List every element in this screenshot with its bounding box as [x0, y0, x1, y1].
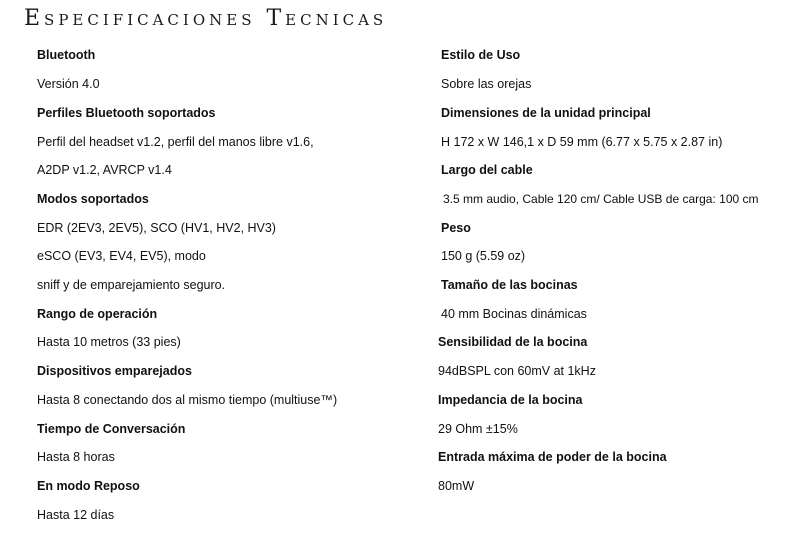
spec-value: H 172 x W 146,1 x D 59 mm (6.77 x 5.75 x 2.87 in) [441, 135, 723, 149]
spec-value: Sobre las orejas [441, 77, 532, 91]
spec-heading: Estilo de Uso [441, 48, 521, 62]
spec-value: 3.5 mm audio, Cable 120 cm/ Cable USB de carga: 100 cm [443, 192, 759, 206]
spec-heading: Sensibilidad de la bocina [438, 335, 588, 349]
spec-heading: Rango de operación [37, 307, 158, 321]
spec-value: Perfil del headset v1.2, perfil del manos libre v1.6, [37, 135, 314, 149]
spec-value: Versión 4.0 [37, 77, 100, 91]
spec-value: Hasta 8 conectando dos al mismo tiempo (multiuse™) [37, 393, 338, 407]
spec-heading: Modos soportados [37, 192, 149, 206]
spec-heading: Peso [441, 221, 471, 235]
spec-heading: Dispositivos emparejados [37, 364, 192, 378]
spec-heading: Entrada máxima de poder de la bocina [438, 450, 667, 464]
spec-heading: Tamaño de las bocinas [441, 278, 578, 292]
page-title: Especificaciones Tecnicas [24, 6, 388, 31]
spec-heading: Tiempo de Conversación [37, 422, 186, 436]
spec-heading: Dimensiones de la unidad principal [441, 106, 651, 120]
spec-value: 150 g (5.59 oz) [441, 249, 526, 263]
spec-value: sniff y de emparejamiento seguro. [37, 278, 226, 292]
spec-value: EDR (2EV3, 2EV5), SCO (HV1, HV2, HV3) [37, 221, 276, 235]
spec-heading: Perfiles Bluetooth soportados [37, 106, 216, 120]
spec-value: Hasta 10 metros (33 pies) [37, 335, 181, 349]
spec-value: A2DP v1.2, AVRCP v1.4 [37, 163, 172, 177]
spec-heading: En modo Reposo [37, 479, 140, 493]
spec-value: Hasta 8 horas [37, 450, 115, 464]
spec-value: 80mW [438, 479, 475, 493]
spec-value: eSCO (EV3, EV4, EV5), modo [37, 249, 206, 263]
spec-heading: Bluetooth [37, 48, 96, 62]
spec-value: 29 Ohm ±15% [438, 422, 518, 436]
spec-value: Hasta 12 días [37, 508, 115, 522]
spec-heading: Largo del cable [441, 163, 533, 177]
spec-heading: Impedancia de la bocina [438, 393, 583, 407]
spec-value: 94dBSPL con 60mV at 1kHz [438, 364, 596, 378]
spec-value: 40 mm Bocinas dinámicas [441, 307, 587, 321]
